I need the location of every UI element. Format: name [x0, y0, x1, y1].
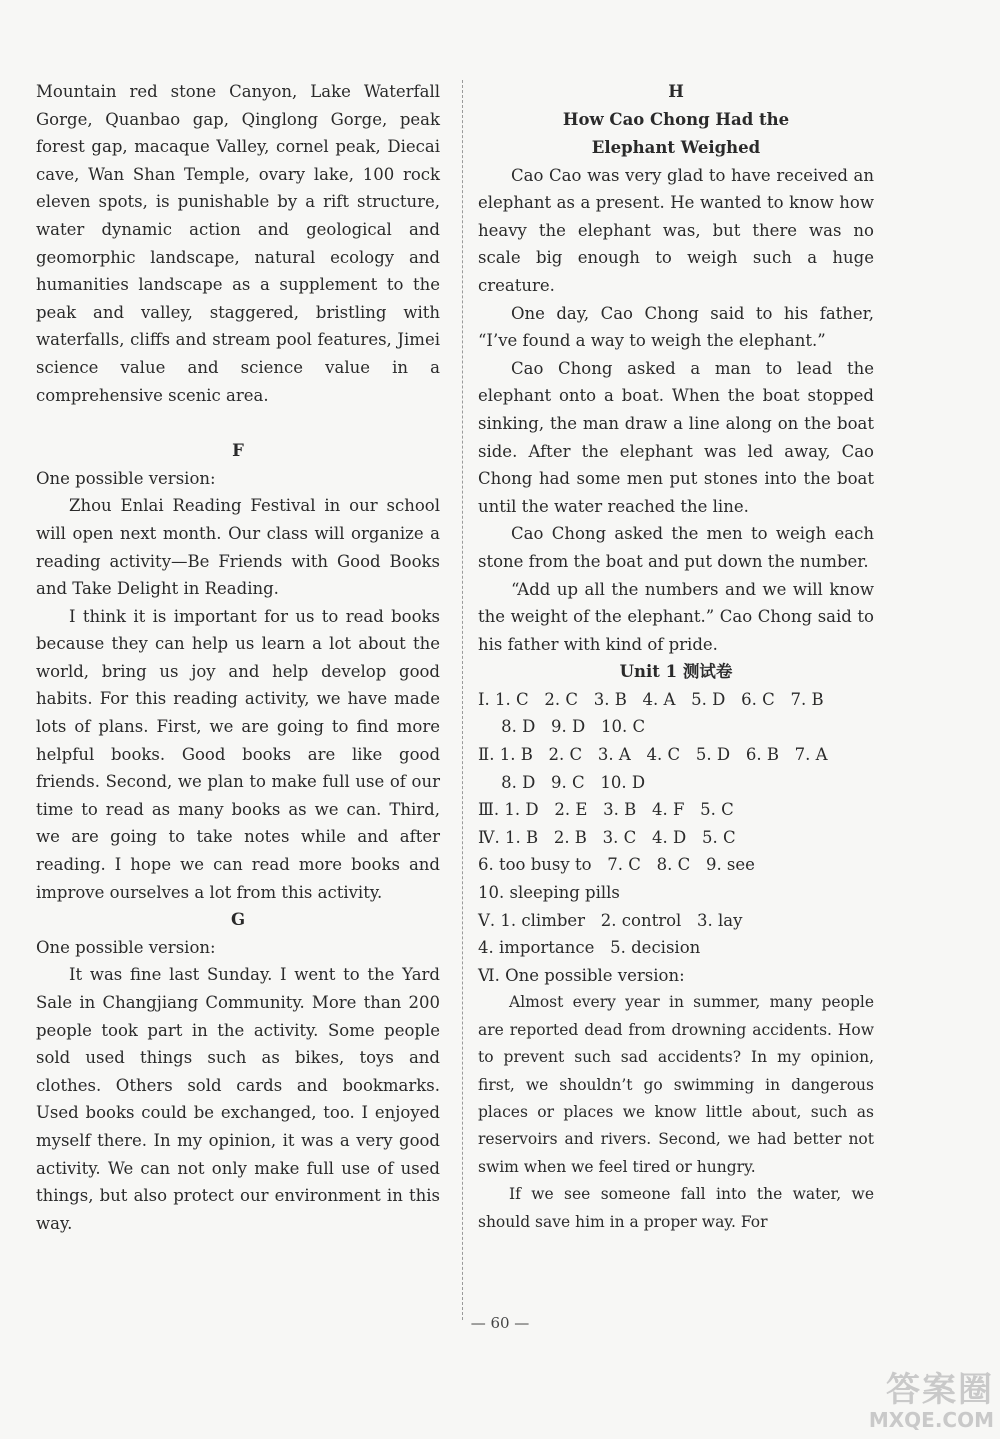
section-f-label: One possible version: — [36, 468, 216, 488]
essay-paragraph-2: If we see someone fall into the water, we should save him in a proper way. For — [478, 1185, 874, 1231]
answer-line: Ⅰ. 1. C 2. C 3. B 4. A 5. D 6. C 7. B — [478, 689, 824, 709]
column-divider — [462, 80, 463, 1320]
answer-line: Ⅲ. 1. D 2. E 3. B 4. F 5. C — [478, 800, 734, 820]
watermark-top-text: 答案圈 — [886, 1370, 994, 1410]
answer-line: 6. too busy to 7. C 8. C 9. see — [478, 855, 755, 875]
answer-line: Ⅱ. 1. B 2. C 3. A 4. C 5. D 6. B 7. A — [478, 745, 828, 765]
section-g-heading: G — [230, 910, 246, 930]
answer-line: 10. sleeping pills — [478, 883, 620, 903]
page-number: — 60 — — [470, 1314, 530, 1332]
watermark-logo — [816, 1371, 994, 1433]
story-paragraph-4: Cao Chong asked the men to weigh each stone from the boat and put down the number. — [478, 524, 874, 571]
section-h-heading: H — [668, 82, 684, 101]
answer-line: 4. importance 5. decision — [478, 938, 701, 958]
section-g-label: One possible version: — [36, 937, 216, 957]
story-paragraph-2: One day, Cao Chong said to his father, “I’ve found a way to weigh the elephant.” — [478, 303, 874, 351]
answer-line: 8. D 9. C 10. D — [501, 772, 646, 792]
watermark-bottom-text: MXQE.COM — [868, 1408, 994, 1432]
left-column — [36, 78, 440, 1237]
story-paragraph-1: Cao Cao was very glad to have received an elephant as a present. He wanted to know how heavy the elephant was, but there was no scale big enough to weigh such a huge creature. — [478, 165, 874, 295]
answer-line: Ⅵ. One possible version: — [478, 965, 685, 985]
unit-test-heading: Unit 1 测试卷 — [619, 662, 733, 682]
section-f-heading: F — [232, 441, 244, 461]
story-paragraph-5: “Add up all the numbers and we will know the weight of the elephant.” Cao Chong said to his father with kind of pride. — [478, 579, 874, 654]
answer-line: 8. D 9. D 10. C — [501, 717, 646, 737]
essay-paragraph-1: Almost every year in summer, many people are reported dead from drowning accidents. How to prevent such sad accidents? In my opinion, first, we shouldn’t go swimming in dangerous places or places we know little about, such as reservoirs and rivers. Second, we had better not swim when we feel tired or hungry. — [478, 993, 874, 1176]
story-paragraph-3: Cao Chong asked a man to lead the elephant onto a boat. When the boat stopped sinking, the man draw a line along on the boat side. After the elephant was led away, Cao Chong had some men put stones into the boat until the water reached the line. — [478, 358, 874, 516]
section-f-paragraph-1: Zhou Enlai Reading Festival in our school will open next month. Our class will organize a reading activity—Be Friends with Good Books and Take Delight in Reading. — [36, 496, 440, 599]
section-g-paragraph-1: It was fine last Sunday. I went to the Yard Sale in Changjiang Community. More than 200 people took part in the activity. Some people sold used things such as bikes, toys and clothes. Others sold cards and bookmarks. Used books could be exchanged, too. I enjoyed myself there. In my opinion, it was a very good activity. We can not only make full use of used things, but also protect our environment in this way. — [36, 965, 440, 1233]
section-f-paragraph-2: I think it is important for us to read books because they can help us learn a lot about the world, bring us joy and help develop good habits. For this reading activity, we have made lots of plans. First, we are going to find more helpful books. Good books are like good friends. Second, we plan to make full use of our time to read as many books as we can. Third, we are going to take notes while and after reading. I hope we can read more books and improve ourselves a lot from this activity. — [36, 606, 440, 902]
story-title-line-2: Elephant Weighed — [591, 137, 761, 157]
intro-paragraph: Mountain red stone Canyon, Lake Waterfall Gorge, Quanbao gap, Qinglong Gorge, peak forest gap, macaque Valley, cornel peak, Diecai cave, Wan Shan Temple, ovary lake, 100 rock eleven spots, is punishable by a rift structure, water dynamic action and geological and geomorphic landscape, natural ecology and humanities landscape as a supplement to the peak and valley, staggered, bristling with waterfalls, cliffs and stream pool features, Jimei science value and science value in a comprehensive scenic area. — [36, 82, 440, 405]
answer-line: Ⅳ. 1. B 2. B 3. C 4. D 5. C — [478, 827, 736, 847]
story-title-line-1: How Cao Chong Had the — [562, 109, 790, 129]
answer-line: Ⅴ. 1. climber 2. control 3. lay — [478, 910, 743, 930]
right-column — [478, 78, 874, 1236]
